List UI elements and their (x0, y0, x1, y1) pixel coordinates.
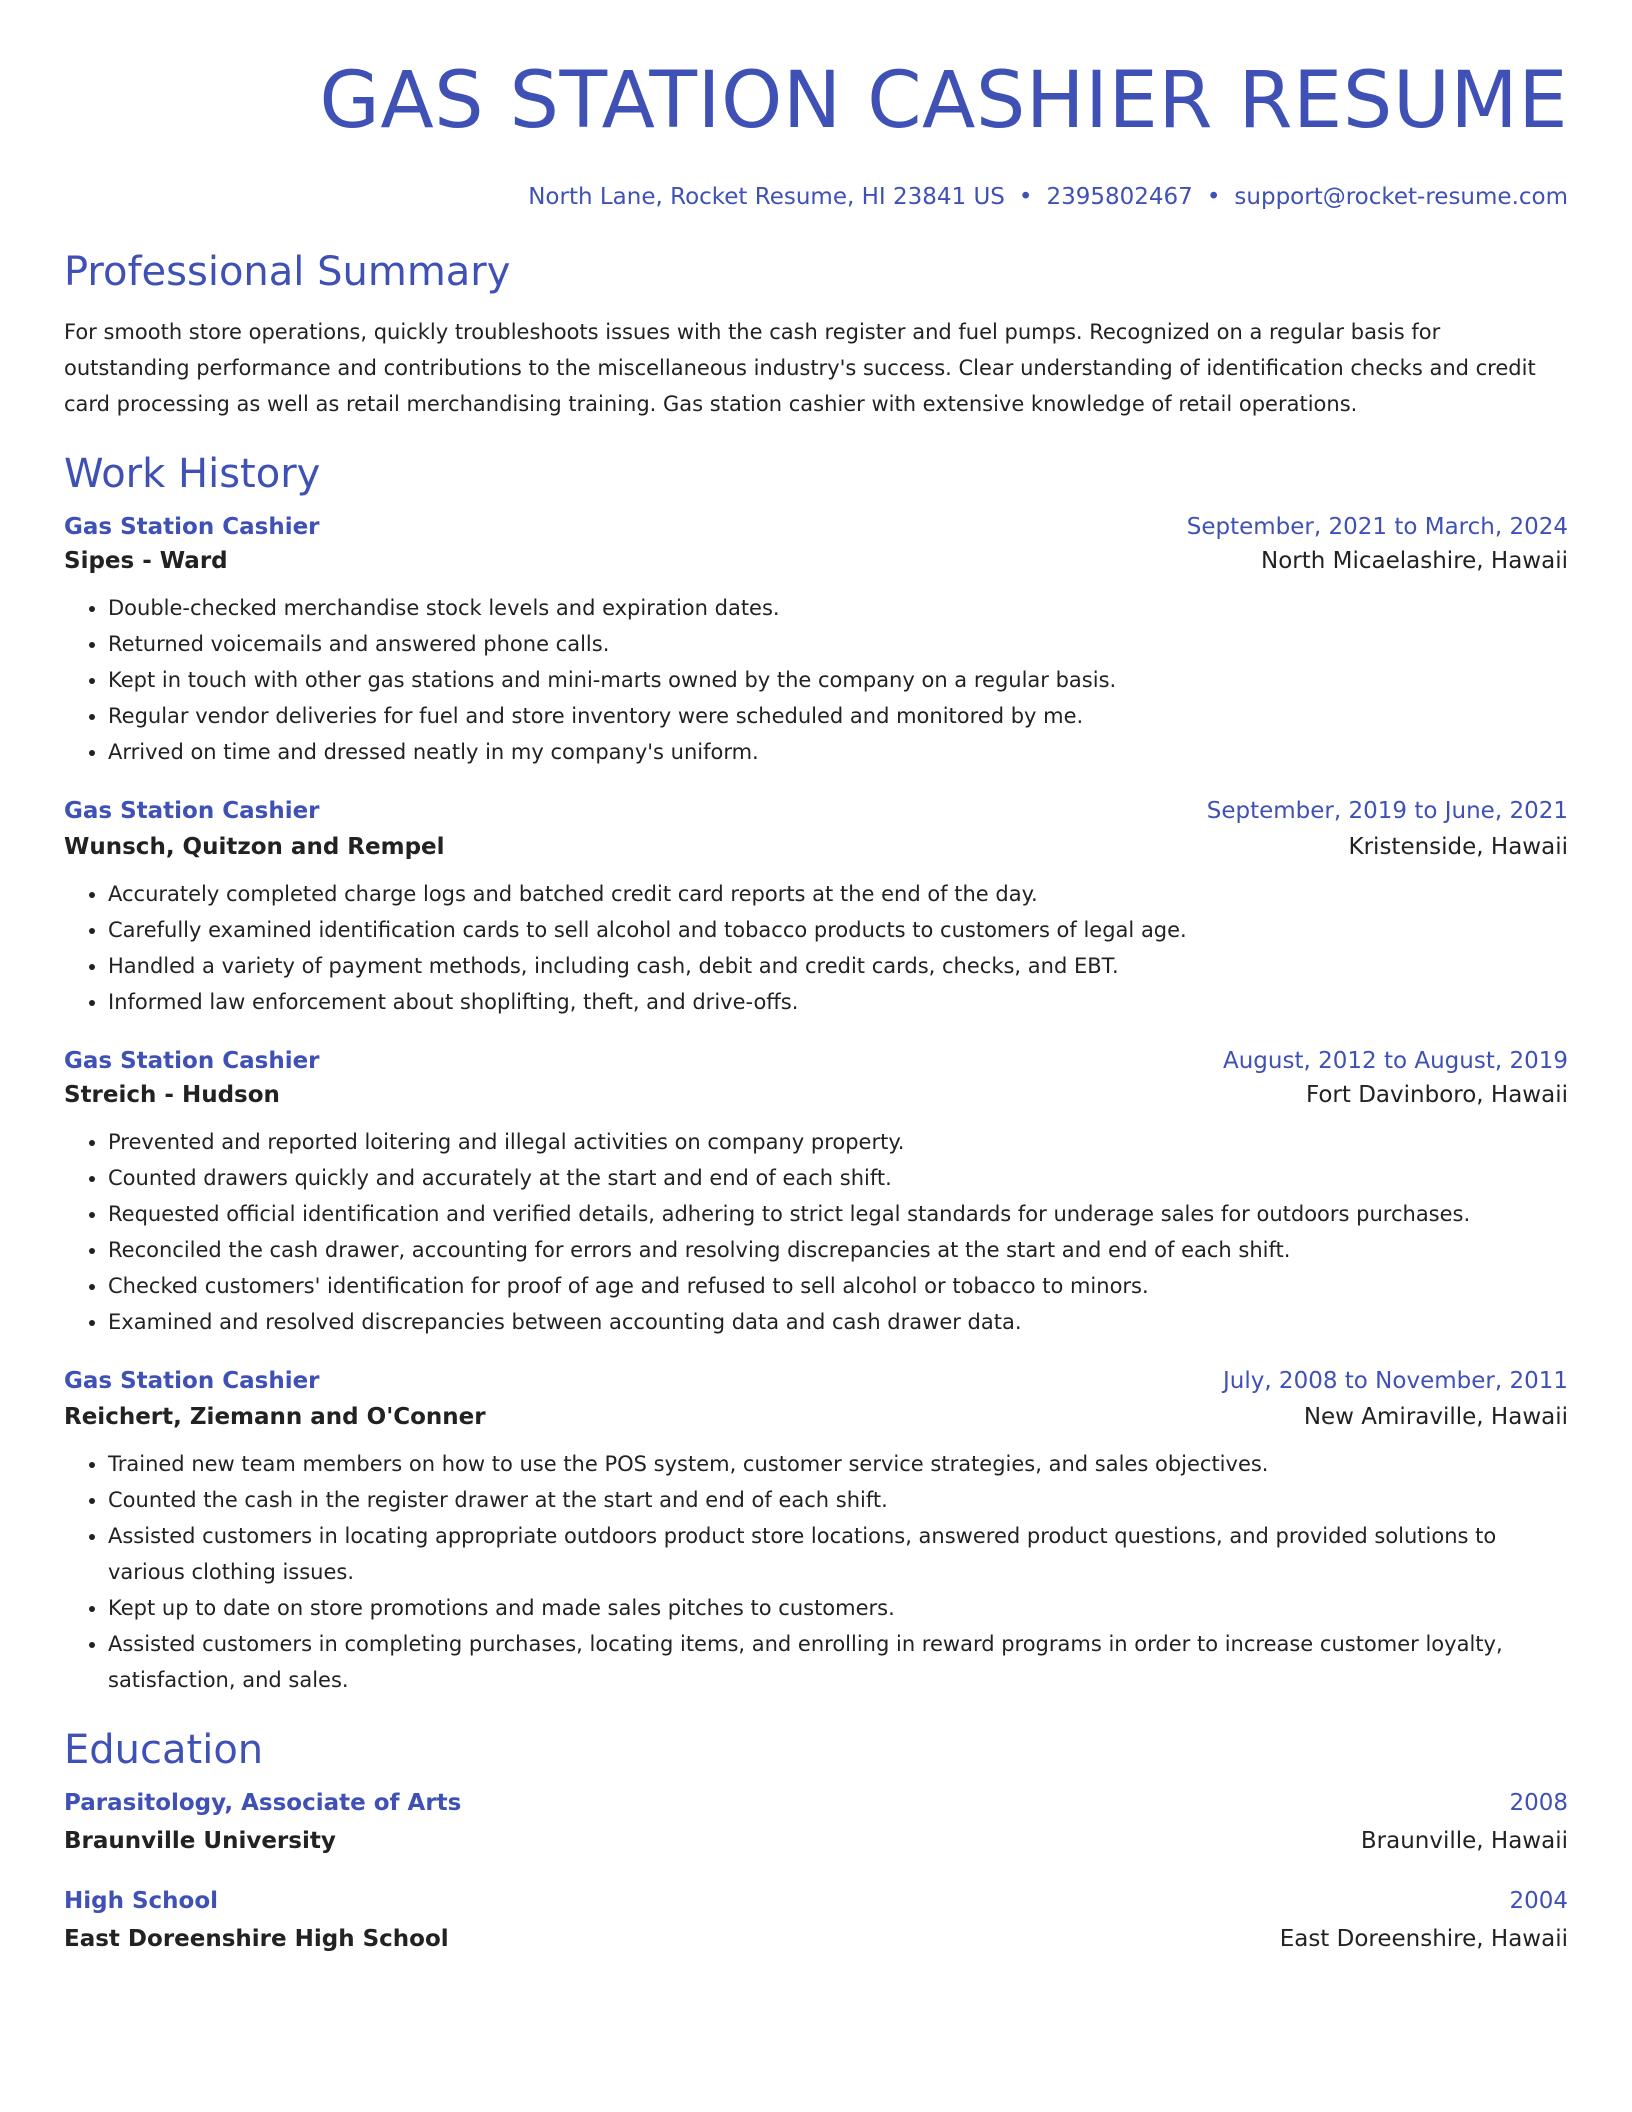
contact-separator: • (1206, 184, 1221, 210)
list-item: • Trained new team members on how to use the POS system, customer service strategies, and sales objectives. (108, 1446, 1568, 1482)
section-heading: Education (64, 1727, 264, 1773)
resume-title: GAS STATION CASHIER RESUME (319, 56, 1568, 146)
list-item: • Double-checked merchandise stock levels and expiration dates. (108, 590, 1568, 626)
list-item: • Kept in touch with other gas stations and mini-marts owned by the company on a regular basis. (108, 662, 1568, 698)
list-item: • Checked customers' identification for proof of age and refused to sell alcohol or tobacco to minors. (108, 1268, 1568, 1304)
job-company: Wunsch, Quitzon and Rempel (64, 834, 445, 860)
job-header-row (64, 1368, 1568, 1394)
education-school-row (64, 1828, 1568, 1854)
list-item: • Prevented and reported loitering and illegal activities on company property. (108, 1124, 1568, 1160)
list-item: • Regular vendor deliveries for fuel and store inventory were scheduled and monitored by me. (108, 698, 1568, 734)
job-company: Reichert, Ziemann and O'Conner (64, 1404, 486, 1430)
section-heading: Professional Summary (64, 249, 511, 295)
education-year: 2004 (1509, 1888, 1568, 1914)
education-degree: High School (64, 1888, 219, 1914)
job-company-row (64, 1404, 1568, 1430)
job-dates: August, 2012 to August, 2019 (1223, 1048, 1568, 1074)
education-year: 2008 (1509, 1790, 1568, 1816)
job-location: New Amiraville, Hawaii (1303, 1404, 1568, 1430)
job-header-row (64, 798, 1568, 824)
education-entry (64, 1790, 1568, 1854)
contact-email: support@rocket-resume.com (1234, 184, 1568, 210)
job-company-row (64, 834, 1568, 860)
list-item: • Handled a variety of payment methods, including cash, debit and credit cards, checks, and EBT. (108, 948, 1568, 984)
job-title: Gas Station Cashier (64, 1368, 320, 1394)
job-company: Streich - Hudson (64, 1082, 280, 1108)
job-location: North Micaelashire, Hawaii (1261, 548, 1568, 574)
job-bullets (64, 1446, 1568, 1698)
job-dates: September, 2019 to June, 2021 (1206, 798, 1568, 824)
list-item: • Counted drawers quickly and accurately at the start and end of each shift. (108, 1160, 1568, 1196)
education-degree: Parasitology, Associate of Arts (64, 1790, 462, 1816)
list-item: • Kept up to date on store promotions and made sales pitches to customers. (108, 1590, 1568, 1626)
job-entry (64, 1368, 1568, 1698)
job-company: Sipes - Ward (64, 548, 228, 574)
education-location: East Doreenshire, Hawaii (1279, 1926, 1568, 1952)
list-item: • Requested official identification and verified details, adhering to strict legal standards for underage sales for outdoors purchases. (108, 1196, 1568, 1232)
job-bullets (64, 876, 1568, 1020)
contact-phone: 2395802467 (1046, 184, 1193, 210)
job-location: Kristenside, Hawaii (1348, 834, 1568, 860)
job-entry (64, 798, 1568, 1020)
section-heading: Work History (64, 451, 321, 497)
education-school-row (64, 1926, 1568, 1952)
list-item: • Carefully examined identification cards to sell alcohol and tobacco products to customers of legal age. (108, 912, 1568, 948)
education-school: East Doreenshire High School (64, 1926, 449, 1952)
list-item: • Arrived on time and dressed neatly in my company's uniform. (108, 734, 1568, 770)
summary-text: For smooth store operations, quickly troubleshoots issues with the cash register and fuel pumps. Recognized on a regular basis for outstanding performance and contributions to the miscellaneous industry's success. Clear understanding of identification checks and credit card processing as well as retail merchandising training. Gas station cashier with extensive knowledge of retail operations. (64, 320, 1536, 416)
job-title: Gas Station Cashier (64, 1048, 320, 1074)
work-history-section (64, 450, 1568, 1698)
list-item: • Counted the cash in the register drawer at the start and end of each shift. (108, 1482, 1568, 1518)
contact-separator: • (1018, 184, 1033, 210)
job-dates: September, 2021 to March, 2024 (1186, 514, 1568, 540)
education-header-row (64, 1888, 1568, 1914)
professional-summary-section (64, 248, 1568, 422)
job-dates: July, 2008 to November, 2011 (1222, 1368, 1568, 1394)
education-section (64, 1726, 1568, 1952)
job-location: Fort Davinboro, Hawaii (1305, 1082, 1568, 1108)
job-bullets (64, 1124, 1568, 1340)
list-item: • Examined and resolved discrepancies between accounting data and cash drawer data. (108, 1304, 1568, 1340)
job-bullets (64, 590, 1568, 770)
education-location: Braunville, Hawaii (1360, 1828, 1568, 1854)
job-header-row (64, 514, 1568, 540)
job-company-row (64, 1082, 1568, 1108)
education-school: Braunville University (64, 1828, 336, 1854)
job-title: Gas Station Cashier (64, 798, 320, 824)
job-entry (64, 514, 1568, 770)
list-item: • Reconciled the cash drawer, accounting for errors and resolving discrepancies at the start and end of each shift. (108, 1232, 1568, 1268)
job-company-row (64, 548, 1568, 574)
list-item: • Accurately completed charge logs and batched credit card reports at the end of the day. (108, 876, 1568, 912)
contact-line (64, 184, 1568, 210)
list-item: • Assisted customers in locating appropriate outdoors product store locations, answered product questions, and provided solutions to various clothing issues. (108, 1518, 1568, 1590)
job-title: Gas Station Cashier (64, 514, 320, 540)
contact-address: North Lane, Rocket Resume, HI 23841 US (528, 184, 1005, 210)
list-item: • Returned voicemails and answered phone calls. (108, 626, 1568, 662)
job-header-row (64, 1048, 1568, 1074)
education-entry (64, 1888, 1568, 1952)
list-item: • Informed law enforcement about shoplifting, theft, and drive-offs. (108, 984, 1568, 1020)
list-item: • Assisted customers in completing purchases, locating items, and enrolling in reward programs in order to increase customer loyalty, satisfaction, and sales. (108, 1626, 1568, 1698)
education-header-row (64, 1790, 1568, 1816)
job-entry (64, 1048, 1568, 1340)
